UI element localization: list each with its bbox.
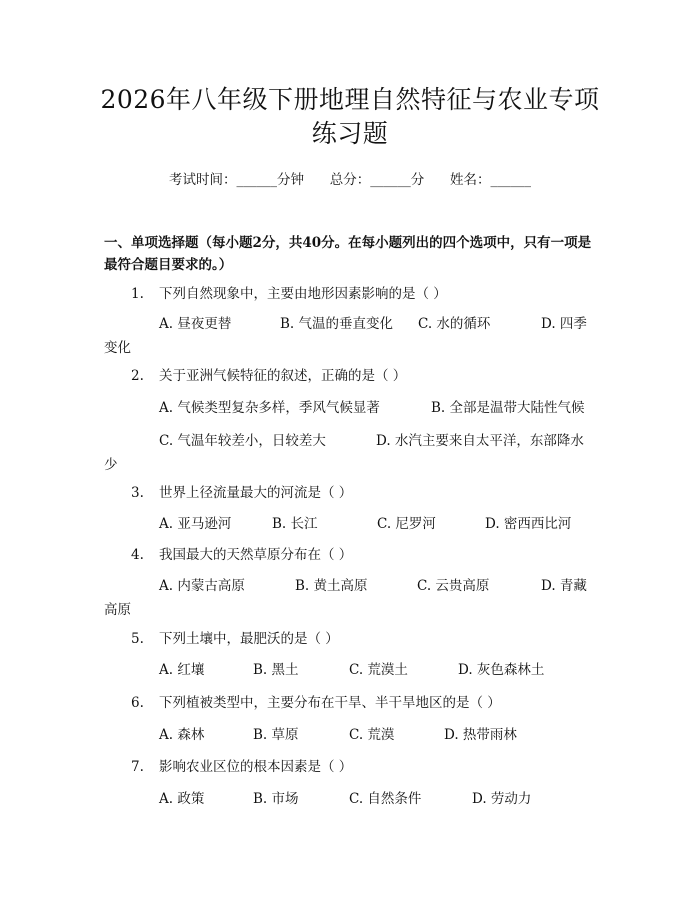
option-c: C. 尼罗河	[377, 516, 436, 532]
option-d: D. 密西西比河	[485, 516, 572, 532]
options-3	[104, 511, 604, 535]
option-d: D. 热带雨林	[444, 727, 517, 743]
question-number: 7.	[131, 759, 144, 775]
question-number: 2.	[131, 368, 144, 384]
question-2	[131, 364, 406, 384]
section-heading: 一、单项选择题（每小题2分，共40分。在每小题列出的四个选项中，只有一项是最符合题目要求的。）	[104, 235, 592, 273]
option-b: B. 长江	[272, 516, 318, 532]
question-number: 6.	[131, 695, 144, 711]
exam-info-line: 考试时间：______分钟 总分：______分 姓名：______	[169, 172, 531, 188]
option-b: B. 气温的垂直变化	[280, 316, 394, 332]
option-a: A. 政策	[159, 791, 205, 807]
question-text: 影响农业区位的根本因素是（ ）	[159, 759, 353, 775]
page-title-line1: 2026年八年级下册地理自然特征与农业专项	[100, 85, 600, 114]
options-4	[104, 573, 604, 621]
option-a: A. 昼夜更替	[159, 316, 232, 332]
question-text: 下列土壤中，最肥沃的是（ ）	[159, 631, 339, 647]
question-text: 我国最大的天然草原分布在（ ）	[159, 547, 353, 563]
option-a: A. 亚马逊河	[159, 516, 232, 532]
question-number: 1.	[131, 286, 144, 302]
question-number: 3.	[131, 485, 144, 501]
question-3	[131, 481, 352, 501]
option-a: A. 气候类型复杂多样，季风气候显著	[159, 400, 380, 416]
option-d: D. 灰色森林土	[458, 662, 545, 678]
option-c: C. 水的循环	[418, 316, 491, 332]
option-d: D. 水汽主要来自太平洋，东部降水	[376, 433, 584, 449]
question-number: 5.	[131, 631, 144, 647]
question-5	[131, 627, 339, 647]
question-text: 世界上径流量最大的河流是（ ）	[159, 485, 353, 501]
option-d: D. 四季	[541, 316, 587, 332]
question-text: 关于亚洲气候特征的叙述，正确的是（ ）	[159, 368, 407, 384]
option-d: D. 劳动力	[472, 791, 532, 807]
option-d-wrap: 少	[104, 457, 118, 473]
option-c: C. 自然条件	[349, 791, 422, 807]
options-1	[104, 311, 604, 359]
option-c: C. 云贵高原	[417, 578, 490, 594]
question-4	[131, 543, 352, 563]
question-number: 4.	[131, 547, 144, 563]
question-6	[131, 691, 501, 711]
options-2	[104, 395, 604, 419]
question-text: 下列自然现象中，主要由地形因素影响的是（ ）	[159, 286, 447, 302]
question-1	[131, 282, 447, 302]
option-b: B. 黑土	[253, 662, 299, 678]
option-b: B. 黄土高原	[295, 578, 368, 594]
option-b: B. 草原	[253, 727, 299, 743]
option-b: B. 市场	[253, 791, 299, 807]
option-d: D. 青藏	[541, 578, 587, 594]
question-text: 下列植被类型中，主要分布在干旱、半干旱地区的是（ ）	[159, 695, 501, 711]
option-d-wrap: 高原	[104, 602, 131, 618]
option-c: C. 荒漠土	[349, 662, 408, 678]
page-title-line2: 练习题	[311, 119, 389, 148]
options-6	[104, 722, 604, 746]
option-d-wrap: 变化	[104, 340, 131, 356]
option-c: C. 气温年较差小，日较差大	[159, 433, 326, 449]
option-a: A. 森林	[159, 727, 205, 743]
option-c: C. 荒漠	[349, 727, 395, 743]
option-a: A. 红壤	[159, 662, 205, 678]
options-7	[104, 786, 604, 810]
option-b: B. 全部是温带大陆性气候	[431, 400, 585, 416]
option-a: A. 内蒙古高原	[159, 578, 245, 594]
options-5	[104, 657, 604, 681]
question-7	[131, 755, 352, 775]
options-2b	[104, 428, 604, 476]
